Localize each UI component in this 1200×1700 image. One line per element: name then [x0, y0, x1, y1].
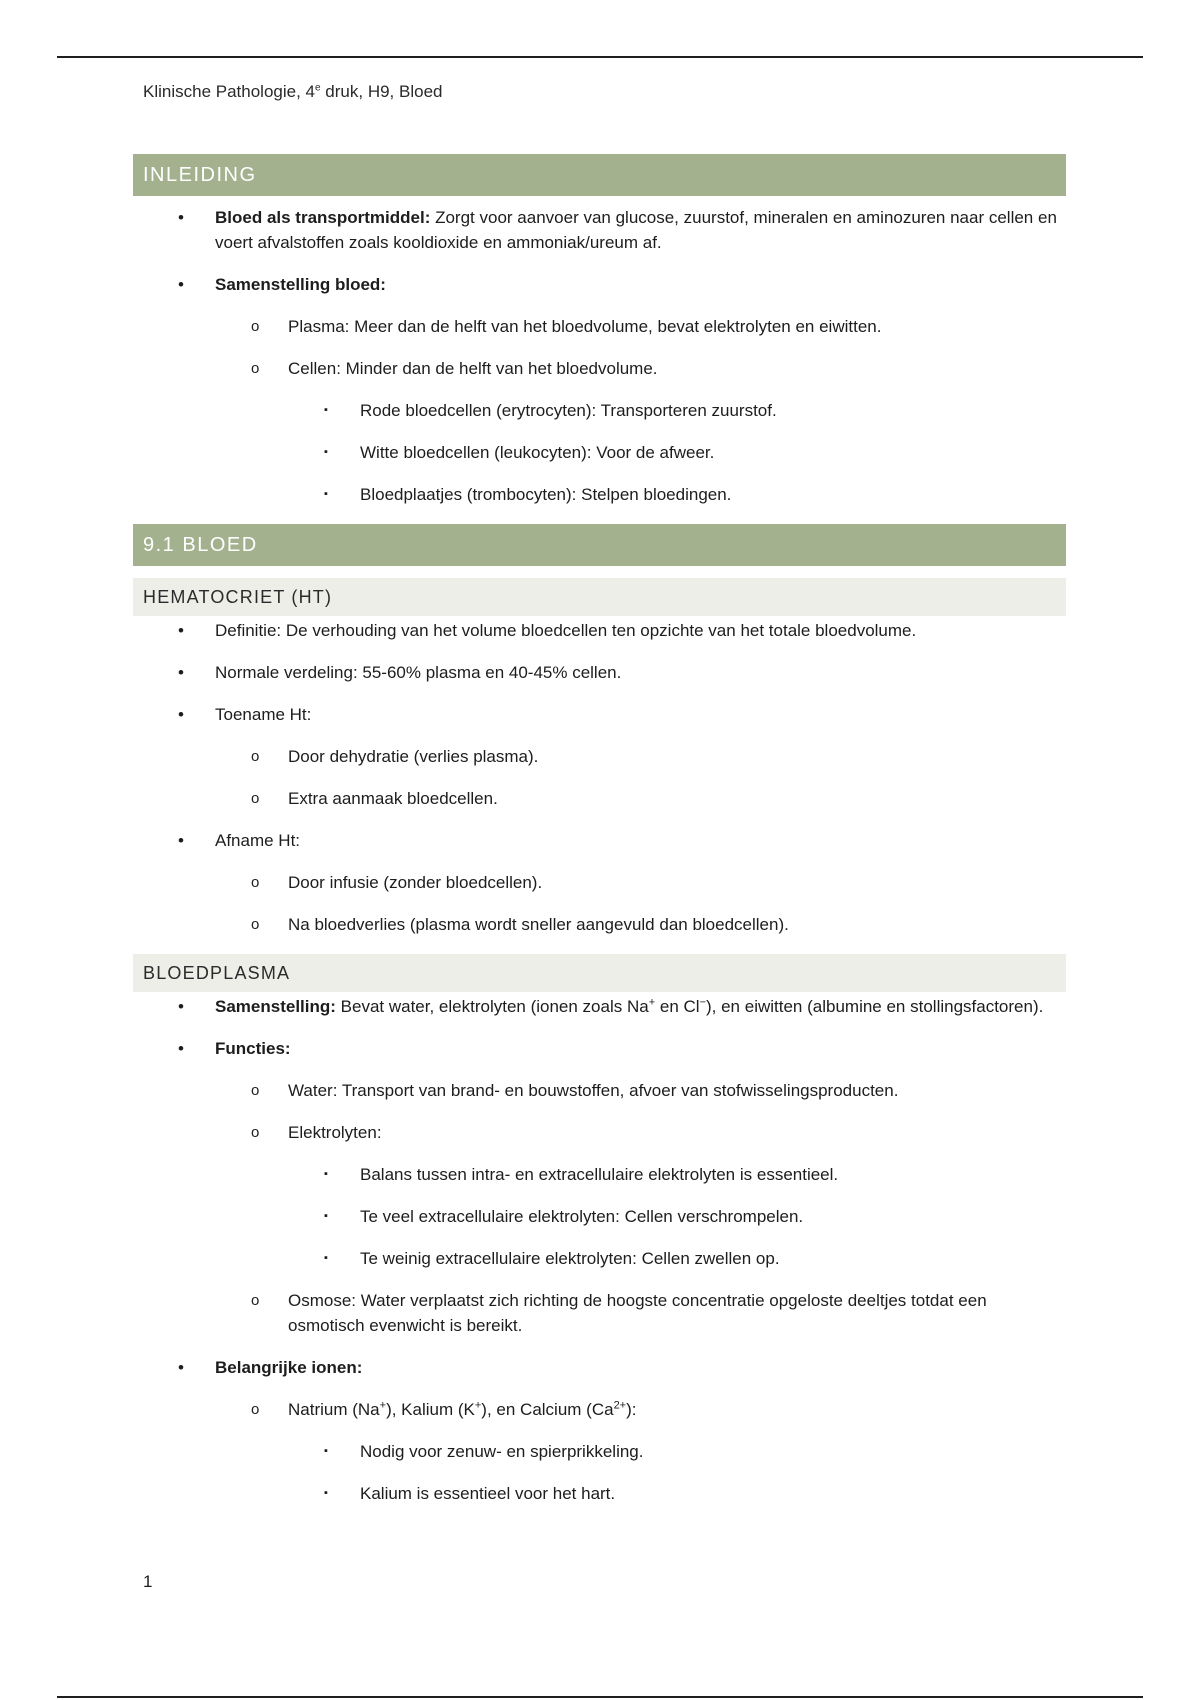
list-item: • Samenstelling bloed:: [133, 272, 1066, 297]
list-item: • Definitie: De verhouding van het volume bloedcellen ten opzichte van het totale bloedvolume.: [133, 618, 1066, 643]
circle-bullet-icon: o: [251, 1124, 260, 1141]
list-item: ▪ Rode bloedcellen (erytrocyten): Transporteren zuurstof.: [133, 398, 1066, 423]
list-item: • Belangrijke ionen:: [133, 1355, 1066, 1380]
bullet-icon: •: [178, 831, 184, 850]
bloedplasma-list: [133, 994, 1066, 1506]
list-item: • Bloed als transportmiddel: Zorgt voor aanvoer van glucose, zuurstof, mineralen en aminozuren naar cellen en voert afvalstoffen zoals kooldioxide en ammoniak/ureum af.: [133, 205, 1066, 255]
square-bullet-icon: ▪: [324, 446, 328, 458]
bullet-icon: •: [178, 663, 184, 682]
list-item: o Extra aanmaak bloedcellen.: [133, 786, 1066, 811]
list-item: ▪ Nodig voor zenuw- en spierprikkeling.: [133, 1439, 1066, 1464]
bottom-rule: [57, 1696, 1143, 1698]
list-item: • Samenstelling: Bevat water, elektrolyten (ionen zoals Na+ en Cl−), en eiwitten (albumine en stollingsfactoren).: [133, 994, 1066, 1019]
heading-bloed: 9.1 BLOED: [133, 524, 1066, 566]
list-item: ▪ Te veel extracellulaire elektrolyten: Cellen verschrompelen.: [133, 1204, 1066, 1229]
circle-bullet-icon: o: [251, 360, 260, 377]
circle-bullet-icon: o: [251, 1401, 260, 1418]
bullet-icon: •: [178, 621, 184, 640]
list-item: ▪ Kalium is essentieel voor het hart.: [133, 1481, 1066, 1506]
bullet-icon: •: [178, 705, 184, 724]
bullet-icon: •: [178, 1039, 184, 1058]
heading-hematocriet: HEMATOCRIET (HT): [133, 578, 1066, 616]
list-item: o Cellen: Minder dan de helft van het bloedvolume.: [133, 356, 1066, 381]
list-item: o Door dehydratie (verlies plasma).: [133, 744, 1066, 769]
circle-bullet-icon: o: [251, 1292, 260, 1309]
square-bullet-icon: ▪: [324, 488, 328, 500]
inleiding-list: [133, 205, 1066, 507]
list-item: o Water: Transport van brand- en bouwstoffen, afvoer van stofwisselingsproducten.: [133, 1078, 1066, 1103]
circle-bullet-icon: o: [251, 790, 260, 807]
circle-bullet-icon: o: [251, 874, 260, 891]
circle-bullet-icon: o: [251, 1082, 260, 1099]
heading-inleiding: INLEIDING: [133, 154, 1066, 196]
list-item: • Functies:: [133, 1036, 1066, 1061]
circle-bullet-icon: o: [251, 318, 260, 335]
document-header: Klinische Pathologie, 4e druk, H9, Bloed: [143, 82, 443, 101]
list-item: ▪ Balans tussen intra- en extracellulaire elektrolyten is essentieel.: [133, 1162, 1066, 1187]
list-item: o Elektrolyten:: [133, 1120, 1066, 1145]
square-bullet-icon: ▪: [324, 1252, 328, 1264]
hematocriet-list: [133, 618, 1066, 937]
list-item: ▪ Te weinig extracellulaire elektrolyten: Cellen zwellen op.: [133, 1246, 1066, 1271]
heading-bloedplasma: BLOEDPLASMA: [133, 954, 1066, 992]
list-item: o Natrium (Na+), Kalium (K+), en Calcium $(Ca^{2+})$:: [133, 1397, 1066, 1422]
bullet-icon: •: [178, 1358, 184, 1377]
bullet-icon: •: [178, 275, 184, 294]
square-bullet-icon: ▪: [324, 1445, 328, 1457]
bullet-icon: •: [178, 208, 184, 227]
page-content: [133, 154, 1066, 1506]
list-item: o Plasma: Meer dan de helft van het bloedvolume, bevat elektrolyten en eiwitten.: [133, 314, 1066, 339]
bullet-icon: •: [178, 997, 184, 1016]
list-item: o Osmose: Water verplaatst zich richting de hoogste concentratie opgeloste deeltjes totdat een osmotisch evenwicht is bereikt.: [133, 1288, 1066, 1338]
list-item: o Door infusie (zonder bloedcellen).: [133, 870, 1066, 895]
page-number: 1: [143, 1572, 153, 1591]
list-item: • Toename Ht:: [133, 702, 1066, 727]
top-rule: [57, 56, 1143, 58]
square-bullet-icon: ▪: [324, 1487, 328, 1499]
circle-bullet-icon: o: [251, 748, 260, 765]
circle-bullet-icon: o: [251, 916, 260, 933]
square-bullet-icon: ▪: [324, 1168, 328, 1180]
square-bullet-icon: ▪: [324, 404, 328, 416]
list-item: ▪ Bloedplaatjes (trombocyten): Stelpen bloedingen.: [133, 482, 1066, 507]
list-item: • Normale verdeling: 55-60% plasma en 40-45% cellen.: [133, 660, 1066, 685]
list-item: ▪ Witte bloedcellen (leukocyten): Voor de afweer.: [133, 440, 1066, 465]
square-bullet-icon: ▪: [324, 1210, 328, 1222]
list-item: o Na bloedverlies (plasma wordt sneller aangevuld dan bloedcellen).: [133, 912, 1066, 937]
list-item: • Afname Ht:: [133, 828, 1066, 853]
